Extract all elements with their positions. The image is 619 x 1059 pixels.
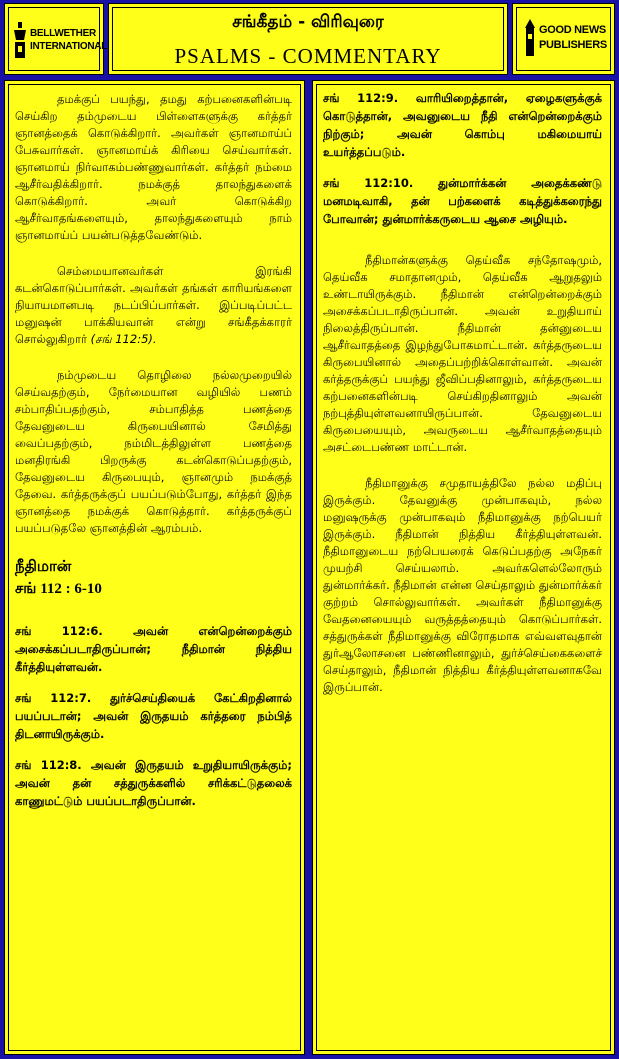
page-title-english: PSALMS - COMMENTARY (174, 44, 442, 68)
section-reference: சங் 112 : 6-10 (15, 581, 102, 597)
logo-line-2: INTERNATIONAL (30, 41, 108, 52)
publisher-logo-right-panel (512, 3, 615, 75)
bellwether-logo (12, 20, 107, 60)
verse: சங் 112:8. அவன் இருதயம் உறுதியாயிருக்கும்; அவன் தன் சத்துருக்களில் சரிக்கட்டுதலைக் காணுமட்டும் பயப்படாதிருப்பான். (15, 758, 292, 808)
verse: சங் 112:10. துன்மார்க்கன் அதைக்கண்டு மனமடிவாகி, தன் பற்களைக் கடித்துக்கரைந்து போவான்; துன்மார்க்கருடைய ஆசை அழியும். (323, 176, 602, 226)
logo-line-1: GOOD NEWS (539, 24, 606, 36)
scripture-reference: (சங் 112:5). (90, 332, 157, 346)
paragraph: நம்முடைய தொழிலை நல்லமுறையில் செய்வதற்கும், நேர்மையான வழியில் பணம் சம்பாதிப்பதற்கும், சம்பாதித்த பணத்தை தேவனுடைய கிருபையினால் சேமித்து வைப்பதற்கும், நம்மிடத்திலுள்ள பணத்தை மனதிரங்கி பிறருக்கு கடன்கொடுப்பதற்கும், தேவனுடைய கிருபையும், ஞானமும் நமக்குத் தேவை. கர்த்தருக்குப் பயப்படும்போது, கர்த்தர் இந்த ஞானத்தை நமக்குக் கொடுத்தார். கர்த்தருக்குப் பயப்படுதலே ஞானத்தின் ஆரம்பம். (15, 368, 292, 535)
verse: சங் 112:7. துர்ச்செய்தியைக் கேட்கிறதினால் பயப்படான்; அவன் இருதயம் கர்த்தரை நம்பித் திடனாயிருக்கும். (15, 691, 292, 741)
bellwether-logo-text (30, 27, 107, 53)
paragraph: நீதிமான்களுக்கு தெய்வீக சந்தோஷமும், தெய்வீக சமாதானமும், தெய்வீக ஆறுதலும் உண்டாயிருக்கும். நீதிமான் என்றென்றைக்கும் அசைக்கப்படாதிருப்பான். அவன் உறுதியாய் நிலைத்திருப்பான். நீதிமான் தன்னுடைய ஆசீர்வாதத்தை இழந்துபோகமாட்டான். கர்த்தருடைய கிருபையினால் அதைப்பற்றிக்கொள்வான். அவன் கர்த்தருக்குப் பயந்து ஜீவிப்பதினாலும், கர்த்தருடைய கற்பனைகளின்படி செய்கிறதினாலும் அவன் நற்புத்தியுள்ளவனாயிருப்பான். தேவனுடைய கிருபையையும், அவருடைய ஆசீர்வாதத்தையும் அசட்டைபண்ண மாட்டான். (323, 253, 602, 454)
right-column-text (323, 89, 602, 715)
verse: சங் 112:6. அவன் என்றென்றைக்கும் அசைக்கப்படாதிருப்பான்; நீதிமான் நித்திய கீர்த்தியுள்ளவன். (15, 624, 292, 674)
verse: சங் 112:9. வாரியிறைத்தான், ஏழைகளுக்குக் கொடுத்தான், அவனுடைய நீதி என்றென்றைக்கும் நிற்கும்; அவன் கொம்பு மகிமையாய் உயர்த்தப்படும். (323, 91, 602, 159)
paragraph: நீதிமானுக்கு சமுதாயத்திலே நல்ல மதிப்பு இருக்கும். தேவனுக்கு முன்பாகவும், நல்ல மனுஷருக்கு முன்பாகவும் நீதிமானுக்கு நற்பெயர் இருக்கும். நீதிமான் நித்திய கீர்த்தியுள்ளவன். நீதிமானுடைய நற்பெயரைக் கெடுப்பதற்கு அநேகர் முயற்சி செய்யலாம். அவர்களெல்லோரும் துன்மார்க்கர். நீதிமான் என்ன செய்தாலும் துன்மார்க்கர் குற்றம் சொல்லுவார்கள். அவர்கள் நீதிமானுக்கு வேதனையையும் வருத்தத்தையும் கொடுப்பார்கள். சத்துருக்கள் நீதிமானுக்கு விரோதமாக எவ்வளவுதான் துர்ஆலோசனை பண்ணினாலும், துர்ச்செய்கைகளைச் செய்தாலும், நீதிமான் நித்திய கீர்த்தியுள்ளவனாகவே இருப்பான். (323, 476, 602, 694)
section-heading (15, 556, 292, 600)
paragraph (15, 263, 292, 348)
tower-icon (523, 18, 537, 58)
page-title-panel (108, 3, 508, 75)
paragraph: தமக்குப் பயந்து, தமது கற்பனைகளின்படி செய்கிற தம்முடைய பிள்ளைகளுக்கு கர்த்தர் ஞானத்தைக் கொடுக்கிறார். அவர்கள் ஞானமாய்ப் பேசுவார்கள். ஞானமாய்க் கிரியை செய்வார்கள். ஞானமாய் நிர்வாகம்பண்ணுவார்கள். கர்த்தர் நம்மை ஆசீர்வதிக்கிறார். நமக்குத் தாலந்துகளைக் கொடுக்கிறார். அவர் கொடுக்கிற ஆசீர்வாதங்களையும், தாலந்துகளையும் நாம் ஞானமாய்ப் பயன்படுத்தவேண்டும். (15, 92, 292, 242)
page-title-tamil: சங்கீதம் - விரிவுரை (232, 12, 384, 32)
good-news-logo (523, 18, 607, 58)
left-column-text (15, 91, 292, 823)
right-column-panel (312, 80, 615, 1055)
paragraph-text: செம்மையானவர்கள் இரங்கி கடன்கொடுப்பார்கள். அவர்கள் தங்கள் காரியங்களை நியாயமானபடி நடப்பிப்பார்கள். இப்படிப்பட்ட மனுஷன் பாக்கியவான் என்று சங்கீதக்காரர் சொல்லுகிறார் (15, 264, 292, 346)
section-title: நீதிமான் (15, 559, 72, 575)
publisher-logo-left-panel (4, 3, 108, 75)
bell-tower-icon (12, 20, 28, 60)
logo-line-1: BELLWETHER (30, 28, 96, 39)
good-news-logo-text (539, 23, 607, 53)
left-column-panel (4, 80, 305, 1055)
logo-line-2: PUBLISHERS (539, 39, 607, 51)
